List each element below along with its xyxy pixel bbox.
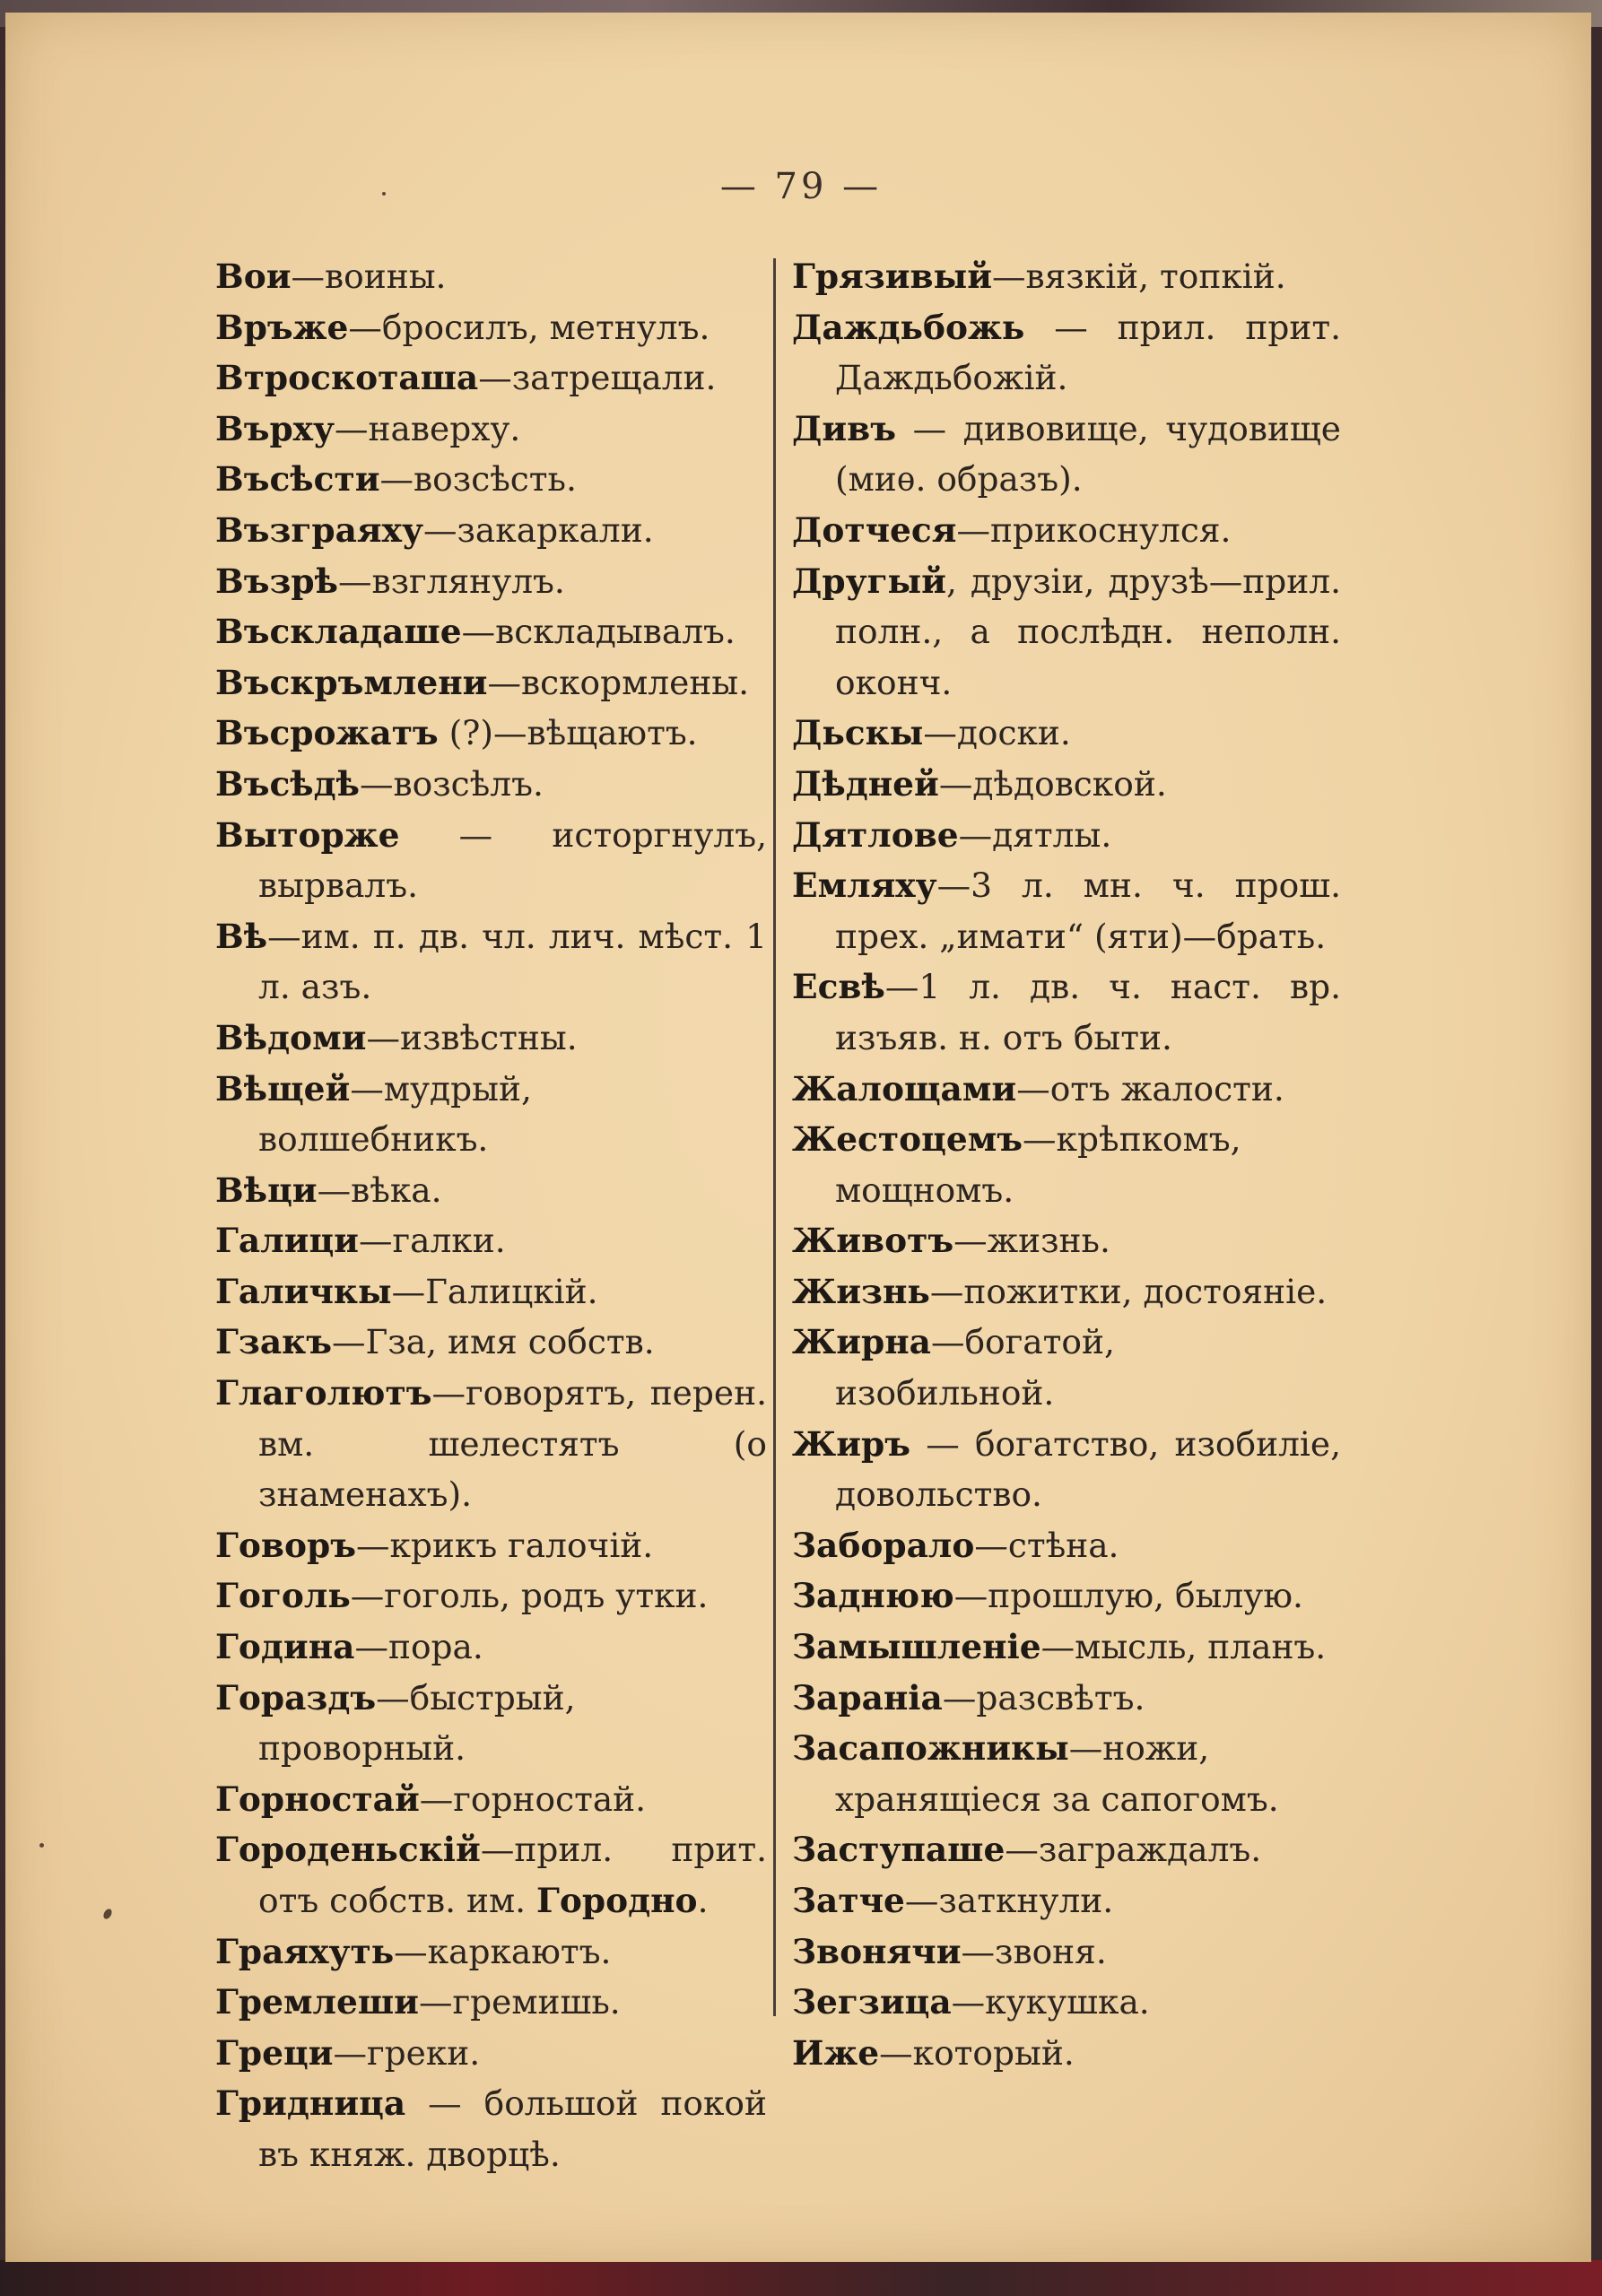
entry-headword: Вѣщей: [215, 1068, 351, 1109]
dictionary-entry: [215, 1977, 767, 2028]
dictionary-entry: [215, 251, 767, 302]
dictionary-entry: [792, 1570, 1341, 1622]
entry-headword: Жирна: [792, 1322, 931, 1362]
entry-definition: — большой покой въ княж. дворцѣ.: [258, 2083, 767, 2174]
entry-definition: —говорятъ, перен. вм. шелестятъ (о знаменахъ).: [258, 1373, 767, 1515]
entry-headword: Вои: [215, 257, 292, 296]
entry-definition: —возсѣсть.: [379, 459, 577, 500]
entry-headword: Замышленіе: [792, 1627, 1041, 1667]
dictionary-entry: [792, 1875, 1341, 1926]
entry-definition: —отъ жалости.: [1016, 1068, 1284, 1109]
entry-headword-secondary: Городно: [535, 1881, 698, 1920]
entry-headword: Вѣци: [215, 1170, 318, 1210]
entry-definition: —вѣка.: [317, 1170, 442, 1210]
entry-definition-tail: .: [697, 1881, 709, 1920]
entry-headword: Връже: [215, 307, 349, 347]
entry-definition: —вскормлены.: [487, 662, 750, 702]
entry-headword: Глаголютъ: [215, 1373, 432, 1413]
entry-definition: —гоголь, родъ утки.: [350, 1576, 709, 1616]
entry-definition: — богатство, изобиліе, довольство.: [835, 1423, 1341, 1515]
entry-headword: Емляху: [792, 865, 937, 906]
dictionary-entry: [792, 1064, 1341, 1115]
entry-headword: Даждьбожь: [792, 307, 1025, 347]
entry-headword: Въсѣсти: [215, 459, 380, 500]
entry-definition: —жизнь.: [953, 1221, 1110, 1261]
entry-definition: —прил. прит. отъ собств. им.: [258, 1830, 767, 1920]
dictionary-entry: [792, 302, 1341, 404]
dictionary-entry: [215, 810, 767, 911]
dictionary-entry: [215, 556, 767, 607]
entry-definition: —Гза, имя собств.: [331, 1322, 655, 1362]
dictionary-entry: [215, 1673, 767, 1774]
dictionary-entry: [215, 759, 767, 810]
dictionary-entry: [792, 1622, 1341, 1673]
dictionary-entry: [215, 2028, 767, 2079]
entry-headword: Затче: [792, 1881, 905, 1920]
dictionary-entry: [215, 1064, 767, 1165]
dictionary-entry: [792, 1926, 1341, 1978]
entry-headword: Городеньскій: [215, 1830, 481, 1870]
dictionary-entry: [792, 505, 1341, 556]
dictionary-entry: [792, 1114, 1341, 1215]
page-number: — 79 —: [719, 166, 883, 207]
entry-definition: —горностай.: [419, 1779, 647, 1819]
entry-definition: —мысль, планъ.: [1040, 1627, 1327, 1667]
entry-headword: Дотчеся: [792, 509, 957, 550]
entry-headword: Въскладаше: [215, 612, 462, 652]
entry-headword: Другый: [792, 561, 946, 601]
entry-headword: Выторже: [215, 814, 400, 855]
entry-headword: Гоголь: [215, 1576, 351, 1616]
entry-headword: Вѣдоми: [215, 1017, 367, 1057]
entry-headword: Гремлеши: [215, 1982, 419, 2022]
entry-headword: Втроскоташа: [215, 358, 479, 398]
dictionary-entry: [215, 505, 767, 556]
entry-headword: Зегзица: [792, 1982, 952, 2022]
entry-headword: Греци: [215, 2032, 334, 2073]
entry-headword: Дятлове: [792, 814, 959, 855]
entry-definition: —наверху.: [335, 408, 521, 448]
entry-headword: Дѣдней: [792, 763, 939, 804]
entry-definition: —заграждалъ.: [1005, 1830, 1262, 1870]
dictionary-entry: [792, 708, 1341, 759]
dictionary-entry: [792, 1266, 1341, 1318]
entry-headword: Заднюю: [792, 1576, 954, 1616]
entry-definition: (?)—вѣщаютъ.: [438, 713, 698, 753]
entry-headword: Гридница: [215, 2083, 406, 2124]
dictionary-entry: [215, 1622, 767, 1673]
entry-headword: Жалощами: [792, 1068, 1017, 1109]
dictionary-entry: [792, 860, 1341, 961]
entry-definition: — исторгнулъ, вырвалъ.: [258, 814, 767, 906]
entry-definition: —ножи, хранящіеся за сапогомъ.: [835, 1728, 1279, 1819]
dictionary-entry: [215, 606, 767, 657]
entry-definition: —вязкій, топкій.: [992, 257, 1286, 296]
dictionary-entry: [792, 2028, 1341, 2079]
dictionary-entry: [215, 1520, 767, 1571]
dictionary-entry: [215, 302, 767, 353]
entry-definition: —вскладывалъ.: [461, 612, 736, 652]
column-divider: [773, 258, 776, 2016]
dictionary-entry: [792, 1977, 1341, 2028]
entry-definition: —мудрый, волшебникъ.: [258, 1068, 532, 1160]
dictionary-entry: [215, 1013, 767, 1064]
dictionary-entry: [792, 251, 1341, 302]
entry-headword: Заборало: [792, 1525, 975, 1565]
entry-headword: Жестоцемъ: [792, 1119, 1023, 1160]
dictionary-entry: [215, 1824, 767, 1926]
entry-definition: , друзіи, друзѣ—прил. полн., а послѣдн. неполн. оконч.: [835, 561, 1341, 702]
paper-speck: [39, 1843, 44, 1848]
entry-definition: —прошлую, былую.: [953, 1576, 1303, 1616]
dictionary-entry: [792, 404, 1341, 505]
dictionary-entry: [215, 1774, 767, 1825]
dictionary-entry: [215, 352, 767, 404]
entry-headword: Заступаше: [792, 1830, 1006, 1870]
entry-headword: Граяхуть: [215, 1931, 395, 1971]
entry-definition: —кукушка.: [951, 1982, 1150, 2022]
entry-definition: —стѣна.: [974, 1525, 1119, 1565]
dictionary-entry: [215, 454, 767, 505]
dictionary-entry: [215, 1368, 767, 1520]
entry-definition: —дятлы.: [958, 814, 1112, 855]
entry-definition: —3 л. мн. ч. прош. прех. „имати“ (яти)—брать.: [835, 865, 1341, 956]
left-column: [215, 251, 767, 2180]
entry-headword: Въсрожатъ: [215, 713, 439, 753]
dictionary-entry: [215, 911, 767, 1013]
entry-definition: —богатой, изобильной.: [835, 1322, 1115, 1413]
entry-definition: —крѣпкомъ, мощномъ.: [835, 1119, 1241, 1210]
dictionary-entry: [792, 810, 1341, 861]
entry-definition: —бросилъ, метнулъ.: [348, 307, 710, 347]
entry-definition: — прил. прит. Даждьбожій.: [835, 307, 1341, 398]
entry-definition: —им. п. дв. чл. лич. мѣст. 1 л. азъ.: [258, 916, 767, 1007]
entry-headword: Върху: [215, 408, 335, 448]
dictionary-entry: [792, 759, 1341, 810]
entry-headword: Говоръ: [215, 1525, 356, 1565]
dictionary-entry: [215, 1266, 767, 1318]
dictionary-entry: [792, 1215, 1341, 1266]
entry-headword: Иже: [792, 2032, 880, 2073]
entry-headword: Гзакъ: [215, 1322, 332, 1362]
dictionary-entry: [792, 1419, 1341, 1520]
entry-definition: —быстрый, проворный.: [258, 1677, 576, 1769]
entry-definition: —греки.: [333, 2032, 481, 2073]
entry-definition: —дѣдовской.: [938, 763, 1167, 804]
entry-definition: —который.: [879, 2032, 1075, 2073]
dictionary-entry: [215, 1165, 767, 1216]
entry-definition: —Галицкій.: [391, 1271, 598, 1311]
dictionary-entry: [215, 708, 767, 759]
entry-headword: Грязивый: [792, 257, 993, 296]
entry-headword: Вѣ: [215, 916, 268, 956]
entry-definition: —взглянулъ.: [337, 561, 565, 601]
entry-definition: —1 л. дв. ч. наст. вр. изъяв. н. отъ быти.: [835, 967, 1341, 1057]
dictionary-entry: [215, 1317, 767, 1368]
entry-definition: —пожитки, достояніе.: [929, 1271, 1328, 1311]
dictionary-entry: [792, 556, 1341, 709]
entry-definition: —заткнули.: [904, 1881, 1114, 1920]
entry-headword: Животъ: [792, 1221, 954, 1261]
entry-definition: —воины.: [291, 257, 447, 296]
entry-definition: —разсвѣтъ.: [942, 1677, 1145, 1718]
entry-definition: —звоня.: [961, 1931, 1107, 1971]
entry-headword: Засапожникы: [792, 1728, 1069, 1769]
entry-definition: —крикъ галочій.: [355, 1525, 654, 1565]
entry-headword: Галици: [215, 1221, 359, 1261]
entry-definition: — дивовище, чудовище (миѳ. образъ).: [835, 408, 1341, 500]
entry-headword: Въскръмлени: [215, 662, 488, 702]
entry-definition: —каркаютъ.: [394, 1931, 612, 1971]
entry-headword: Дьскы: [792, 713, 924, 753]
entry-definition: —затрещали.: [478, 358, 717, 398]
dictionary-entry: [792, 1673, 1341, 1724]
entry-definition: —прикоснулся.: [956, 509, 1232, 550]
dictionary-entry: [792, 1520, 1341, 1571]
dictionary-entry: [215, 1215, 767, 1266]
entry-definition: —галки.: [358, 1221, 506, 1261]
entry-definition: —закаркали.: [422, 509, 654, 550]
entry-headword: Възрѣ: [215, 561, 338, 601]
entry-definition: —гремишь.: [418, 1982, 621, 2022]
entry-headword: Жиръ: [792, 1423, 911, 1464]
entry-headword: Галичкы: [215, 1271, 392, 1311]
right-column: [792, 251, 1341, 2078]
dictionary-entry: [215, 1570, 767, 1622]
dictionary-entry: [792, 961, 1341, 1063]
entry-headword: Жизнь: [792, 1271, 930, 1311]
entry-headword: Зараніа: [792, 1677, 943, 1718]
entry-headword: Възграяху: [215, 509, 423, 550]
dictionary-entry: [215, 1926, 767, 1978]
entry-headword: Звонячи: [792, 1931, 962, 1971]
entry-definition: —возсѣлъ.: [360, 763, 544, 804]
dictionary-entry: [792, 1723, 1341, 1824]
paper-speck: [382, 192, 386, 196]
entry-definition: —пора.: [354, 1627, 483, 1667]
entry-headword: Горностай: [215, 1779, 420, 1819]
entry-headword: Есвѣ: [792, 967, 885, 1007]
dictionary-entry: [215, 404, 767, 455]
entry-headword: Гораздъ: [215, 1677, 377, 1718]
scan-background-bottom: [0, 2260, 1602, 2296]
entry-definition: —доски.: [923, 713, 1071, 753]
dictionary-entry: [792, 1317, 1341, 1418]
entry-headword: Година: [215, 1627, 355, 1667]
dictionary-entry: [215, 2078, 767, 2179]
dictionary-entry: [792, 1824, 1341, 1875]
entry-headword: Дивъ: [792, 408, 896, 448]
dictionary-entry: [215, 657, 767, 709]
entry-definition: —извѣстны.: [366, 1017, 578, 1057]
entry-headword: Въсѣдѣ: [215, 763, 361, 804]
